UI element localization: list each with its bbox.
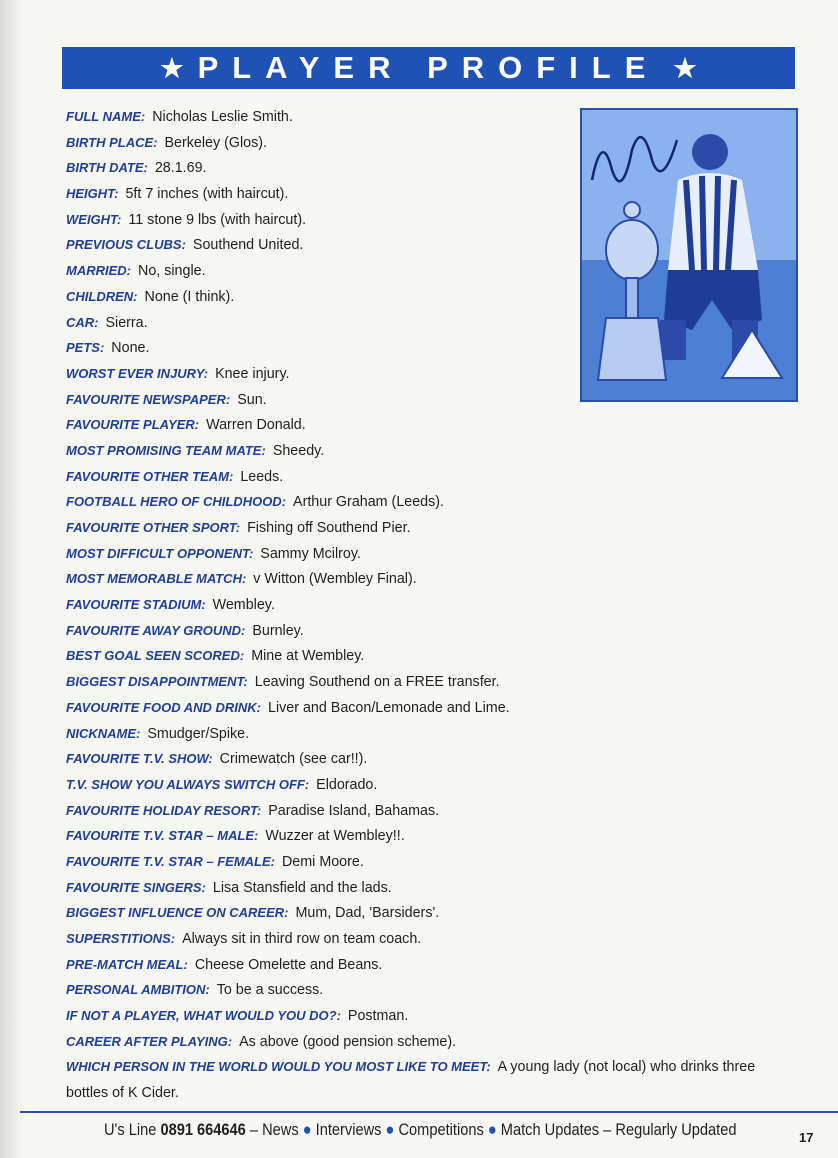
profile-answer: Southend United. [192,237,304,254]
footer-item-regularly-updated: Regularly Updated [615,1120,737,1139]
profile-answer: Eldorado. [316,776,378,793]
profile-question: FAVOURITE T.V. SHOW: [66,751,213,767]
profile-question: HEIGHT: [66,186,119,202]
profile-row [66,592,786,618]
profile-question: CHILDREN: [66,288,138,304]
footer-item-competitions: Competitions [398,1120,484,1139]
profile-answer: Postman. [347,1008,409,1025]
profile-row [66,1054,786,1106]
footer-prefix: U's Line [104,1120,157,1139]
profile-question: MOST MEMORABLE MATCH: [66,571,247,587]
profile-question: BIRTH DATE: [66,160,148,176]
profile-answer: Cheese Omelette and Beans. [194,956,383,973]
profile-answer: Smudger/Spike. [147,725,250,742]
profile-row [66,926,786,952]
profile-row [66,1029,786,1055]
profile-row [66,464,786,490]
profile-row [66,618,786,644]
bullet-icon: ● [487,1120,497,1139]
player-photo [580,108,798,402]
profile-question: FAVOURITE AWAY GROUND: [66,622,246,638]
profile-question: FAVOURITE T.V. STAR – FEMALE: [66,853,275,869]
profile-question: T.V. SHOW YOU ALWAYS SWITCH OFF: [66,776,310,792]
footer-item-interviews: Interviews [315,1120,382,1139]
profile-answer: To be a success. [216,982,324,999]
profile-question: FAVOURITE T.V. STAR – MALE: [66,828,259,844]
profile-row [66,489,786,515]
profile-answer: 5ft 7 inches (with haircut). [125,186,289,203]
profile-question: WORST EVER INJURY: [66,365,209,381]
profile-row [66,772,786,798]
profile-question: PREVIOUS CLUBS: [66,237,186,253]
profile-row [66,849,786,875]
profile-question: BIGGEST DISAPPOINTMENT: [66,674,248,690]
profile-answer: Liver and Bacon/Lemonade and Lime. [268,699,510,716]
profile-question: PERSONAL AMBITION: [66,982,210,998]
profile-answer: 11 stone 9 lbs (with haircut). [128,211,307,228]
profile-question: FAVOURITE NEWSPAPER: [66,391,231,407]
profile-row [66,541,786,567]
profile-answer: Wuzzer at Wembley!!. [265,828,405,845]
profile-question: FAVOURITE FOOD AND DRINK: [66,699,261,715]
profile-row [66,643,786,669]
profile-row [66,798,786,824]
profile-question: BIRTH PLACE: [66,134,158,150]
footer-item-news: News [262,1120,299,1139]
footer-dash: – [603,1120,612,1139]
profile-answer: Fishing off Southend Pier. [247,520,411,536]
profile-answer: Nicholas Leslie Smith. [152,109,293,125]
profile-answer: Wembley. [212,597,275,614]
footer-line [104,1120,736,1140]
profile-answer: As above (good pension scheme). [239,1033,457,1050]
profile-answer: Berkeley (Glos). [164,134,267,151]
profile-answer: Burnley. [252,622,304,639]
profile-row [66,695,786,721]
profile-answer: None. [111,340,150,357]
page-title: PLAYER PROFILE [197,50,660,85]
profile-answer: Paradise Island, Bahamas. [268,802,440,819]
profile-question: FAVOURITE STADIUM: [66,597,206,613]
bullet-icon: ● [385,1120,395,1139]
profile-answer: Knee injury. [215,365,290,382]
profile-answer: Sammy Mcilroy. [260,545,361,562]
profile-answer: Sun. [237,391,267,408]
profile-row [66,438,786,464]
profile-answer: None (I think). [144,288,235,305]
profile-answer: Leaving Southend on a FREE transfer. [254,674,500,691]
profile-question: MOST DIFFICULT OPPONENT: [66,545,254,561]
profile-answer: Warren Donald. [206,417,306,434]
profile-answer: Leeds. [240,468,284,485]
profile-row [66,566,786,592]
profile-answer: Lisa Stansfield and the lads. [212,879,392,896]
profile-question: FAVOURITE HOLIDAY RESORT: [66,802,262,818]
profile-question: FAVOURITE OTHER SPORT: [66,520,241,535]
profile-question: FAVOURITE PLAYER: [66,417,200,433]
profile-question: BEST GOAL SEEN SCORED: [66,648,245,664]
profile-question: NICKNAME: [66,725,141,741]
profile-row [66,515,786,541]
profile-row [66,746,786,772]
page-spine [0,0,22,1158]
profile-answer: Arthur Graham (Leeds). [293,494,445,511]
footer-item-match-updates: Match Updates [500,1120,600,1139]
profile-question: WHICH PERSON IN THE WORLD WOULD YOU MOST LIKE TO MEET: [66,1059,491,1075]
footer-phone: 0891 664646 [160,1120,246,1139]
profile-answer: Sheedy. [272,442,325,459]
profile-row [66,823,786,849]
footer-dash: – [249,1120,259,1139]
profile-row [66,952,786,978]
profile-row [66,977,786,1003]
star-icon: ★ [160,52,184,83]
profile-question: FAVOURITE OTHER TEAM: [66,468,234,484]
footer-divider [20,1111,838,1113]
profile-question: IF NOT A PLAYER, WHAT WOULD YOU DO?: [66,1008,341,1024]
profile-answer: Mine at Wembley. [251,648,365,665]
profile-row [66,1003,786,1029]
profile-question: WEIGHT: [66,211,122,227]
profile-question: MARRIED: [66,263,131,279]
profile-answer: Crimewatch (see car!!). [219,751,368,768]
profile-answer: No, single. [138,263,206,280]
profile-row [66,721,786,747]
profile-question: FOOTBALL HERO OF CHILDHOOD: [66,494,287,510]
profile-question: FULL NAME: [66,109,146,124]
bullet-icon: ● [302,1120,312,1139]
profile-answer: Always sit in third row on team coach. [182,931,422,947]
profile-row [66,875,786,901]
profile-answer: 28.1.69. [154,160,207,177]
profile-question: MOST PROMISING TEAM MATE: [66,442,266,458]
profile-row [66,412,786,438]
profile-answer: Mum, Dad, 'Barsiders'. [295,905,440,922]
profile-answer: v Witton (Wembley Final). [253,571,417,588]
profile-row [66,900,786,926]
profile-answer: Demi Moore. [281,853,364,870]
profile-question: PRE-MATCH MEAL: [66,956,188,972]
profile-question: SUPERSTITIONS: [66,931,176,946]
profile-question: FAVOURITE SINGERS: [66,879,206,895]
star-icon: ★ [673,52,697,83]
profile-question: BIGGEST INFLUENCE ON CAREER: [66,905,289,921]
profile-question: PETS: [66,340,105,356]
profile-answer: A young lady (not local) who drinks three bottles of K Cider. [66,1059,756,1102]
profile-question: CAR: [66,314,99,330]
page-banner [62,47,795,89]
profile-question: CAREER AFTER PLAYING: [66,1033,233,1049]
page-number: 17 [799,1130,814,1145]
profile-row [66,669,786,695]
profile-answer: Sierra. [105,314,148,331]
